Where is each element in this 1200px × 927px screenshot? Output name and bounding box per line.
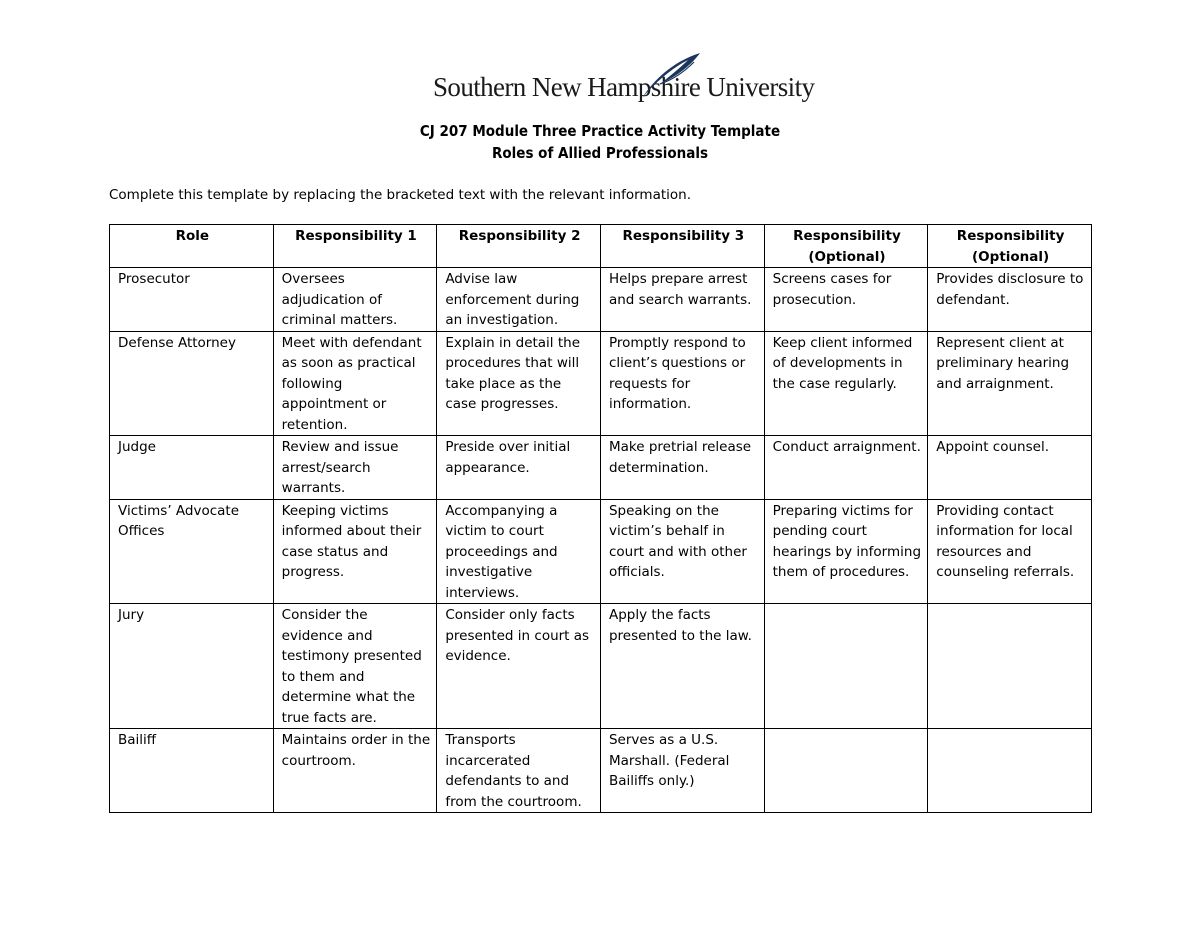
header-responsibility-2: Responsibility 2 bbox=[437, 225, 601, 268]
cell-responsibility: Oversees adjudication of criminal matters. bbox=[273, 268, 437, 332]
roles-table bbox=[109, 224, 1092, 813]
header-role: Role bbox=[110, 225, 274, 268]
cell-role: Bailiff bbox=[110, 729, 274, 813]
cell-role: Prosecutor bbox=[110, 268, 274, 332]
cell-responsibility: Keep client informed of developments in the case regularly. bbox=[764, 331, 928, 436]
table-header-row bbox=[110, 225, 1092, 268]
instructions-text: Complete this template by replacing the bracketed text with the relevant information. bbox=[109, 187, 692, 203]
cell-responsibility: Serves as a U.S. Marshall. (Federal Bailiffs only.) bbox=[600, 729, 764, 813]
header-responsibility-optional-2: Responsibility (Optional) bbox=[928, 225, 1092, 268]
cell-responsibility: Review and issue arrest/search warrants. bbox=[273, 436, 437, 500]
cell-responsibility: Consider only facts presented in court as evidence. bbox=[437, 604, 601, 729]
cell-responsibility: Meet with defendant as soon as practical following appointment or retention. bbox=[273, 331, 437, 436]
table-row bbox=[110, 729, 1092, 813]
cell-responsibility: Preside over initial appearance. bbox=[437, 436, 601, 500]
cell-responsibility: Maintains order in the courtroom. bbox=[273, 729, 437, 813]
cell-responsibility: Accompanying a victim to court proceedings and investigative interviews. bbox=[437, 499, 601, 604]
cell-responsibility: Conduct arraignment. bbox=[764, 436, 928, 500]
cell-responsibility: Explain in detail the procedures that will take place as the case progresses. bbox=[437, 331, 601, 436]
header-responsibility-optional-1: Responsibility (Optional) bbox=[764, 225, 928, 268]
cell-role: Defense Attorney bbox=[110, 331, 274, 436]
document-subtitle: Roles of Allied Professionals bbox=[492, 144, 708, 162]
cell-responsibility: Providing contact information for local resources and counseling referrals. bbox=[928, 499, 1092, 604]
cell-responsibility: Keeping victims informed about their case status and progress. bbox=[273, 499, 437, 604]
table-row bbox=[110, 436, 1092, 500]
cell-responsibility bbox=[764, 604, 928, 729]
university-logo bbox=[433, 50, 815, 110]
cell-responsibility bbox=[928, 729, 1092, 813]
quill-icon bbox=[634, 50, 704, 102]
cell-responsibility: Provides disclosure to defendant. bbox=[928, 268, 1092, 332]
table-row bbox=[110, 604, 1092, 729]
table-row bbox=[110, 268, 1092, 332]
cell-responsibility: Consider the evidence and testimony presented to them and determine what the true facts are. bbox=[273, 604, 437, 729]
cell-role: Jury bbox=[110, 604, 274, 729]
cell-role: Victims’ Advocate Offices bbox=[110, 499, 274, 604]
header-responsibility-3: Responsibility 3 bbox=[600, 225, 764, 268]
cell-responsibility: Apply the facts presented to the law. bbox=[600, 604, 764, 729]
cell-responsibility: Screens cases for prosecution. bbox=[764, 268, 928, 332]
cell-responsibility bbox=[928, 604, 1092, 729]
cell-responsibility: Make pretrial release determination. bbox=[600, 436, 764, 500]
header-responsibility-1: Responsibility 1 bbox=[273, 225, 437, 268]
cell-responsibility: Represent client at preliminary hearing and arraignment. bbox=[928, 331, 1092, 436]
cell-responsibility bbox=[764, 729, 928, 813]
cell-responsibility: Transports incarcerated defendants to and from the courtroom. bbox=[437, 729, 601, 813]
cell-responsibility: Preparing victims for pending court hearings by informing them of procedures. bbox=[764, 499, 928, 604]
cell-role: Judge bbox=[110, 436, 274, 500]
cell-responsibility: Speaking on the victim’s behalf in court and with other officials. bbox=[600, 499, 764, 604]
logo-wordmark: Southern New Hampshire University bbox=[433, 72, 815, 102]
document-title: CJ 207 Module Three Practice Activity Template bbox=[419, 122, 781, 140]
cell-responsibility: Helps prepare arrest and search warrants. bbox=[600, 268, 764, 332]
cell-responsibility: Promptly respond to client’s questions or requests for information. bbox=[600, 331, 764, 436]
cell-responsibility: Appoint counsel. bbox=[928, 436, 1092, 500]
table-row bbox=[110, 331, 1092, 436]
table-row bbox=[110, 499, 1092, 604]
cell-responsibility: Advise law enforcement during an investigation. bbox=[437, 268, 601, 332]
